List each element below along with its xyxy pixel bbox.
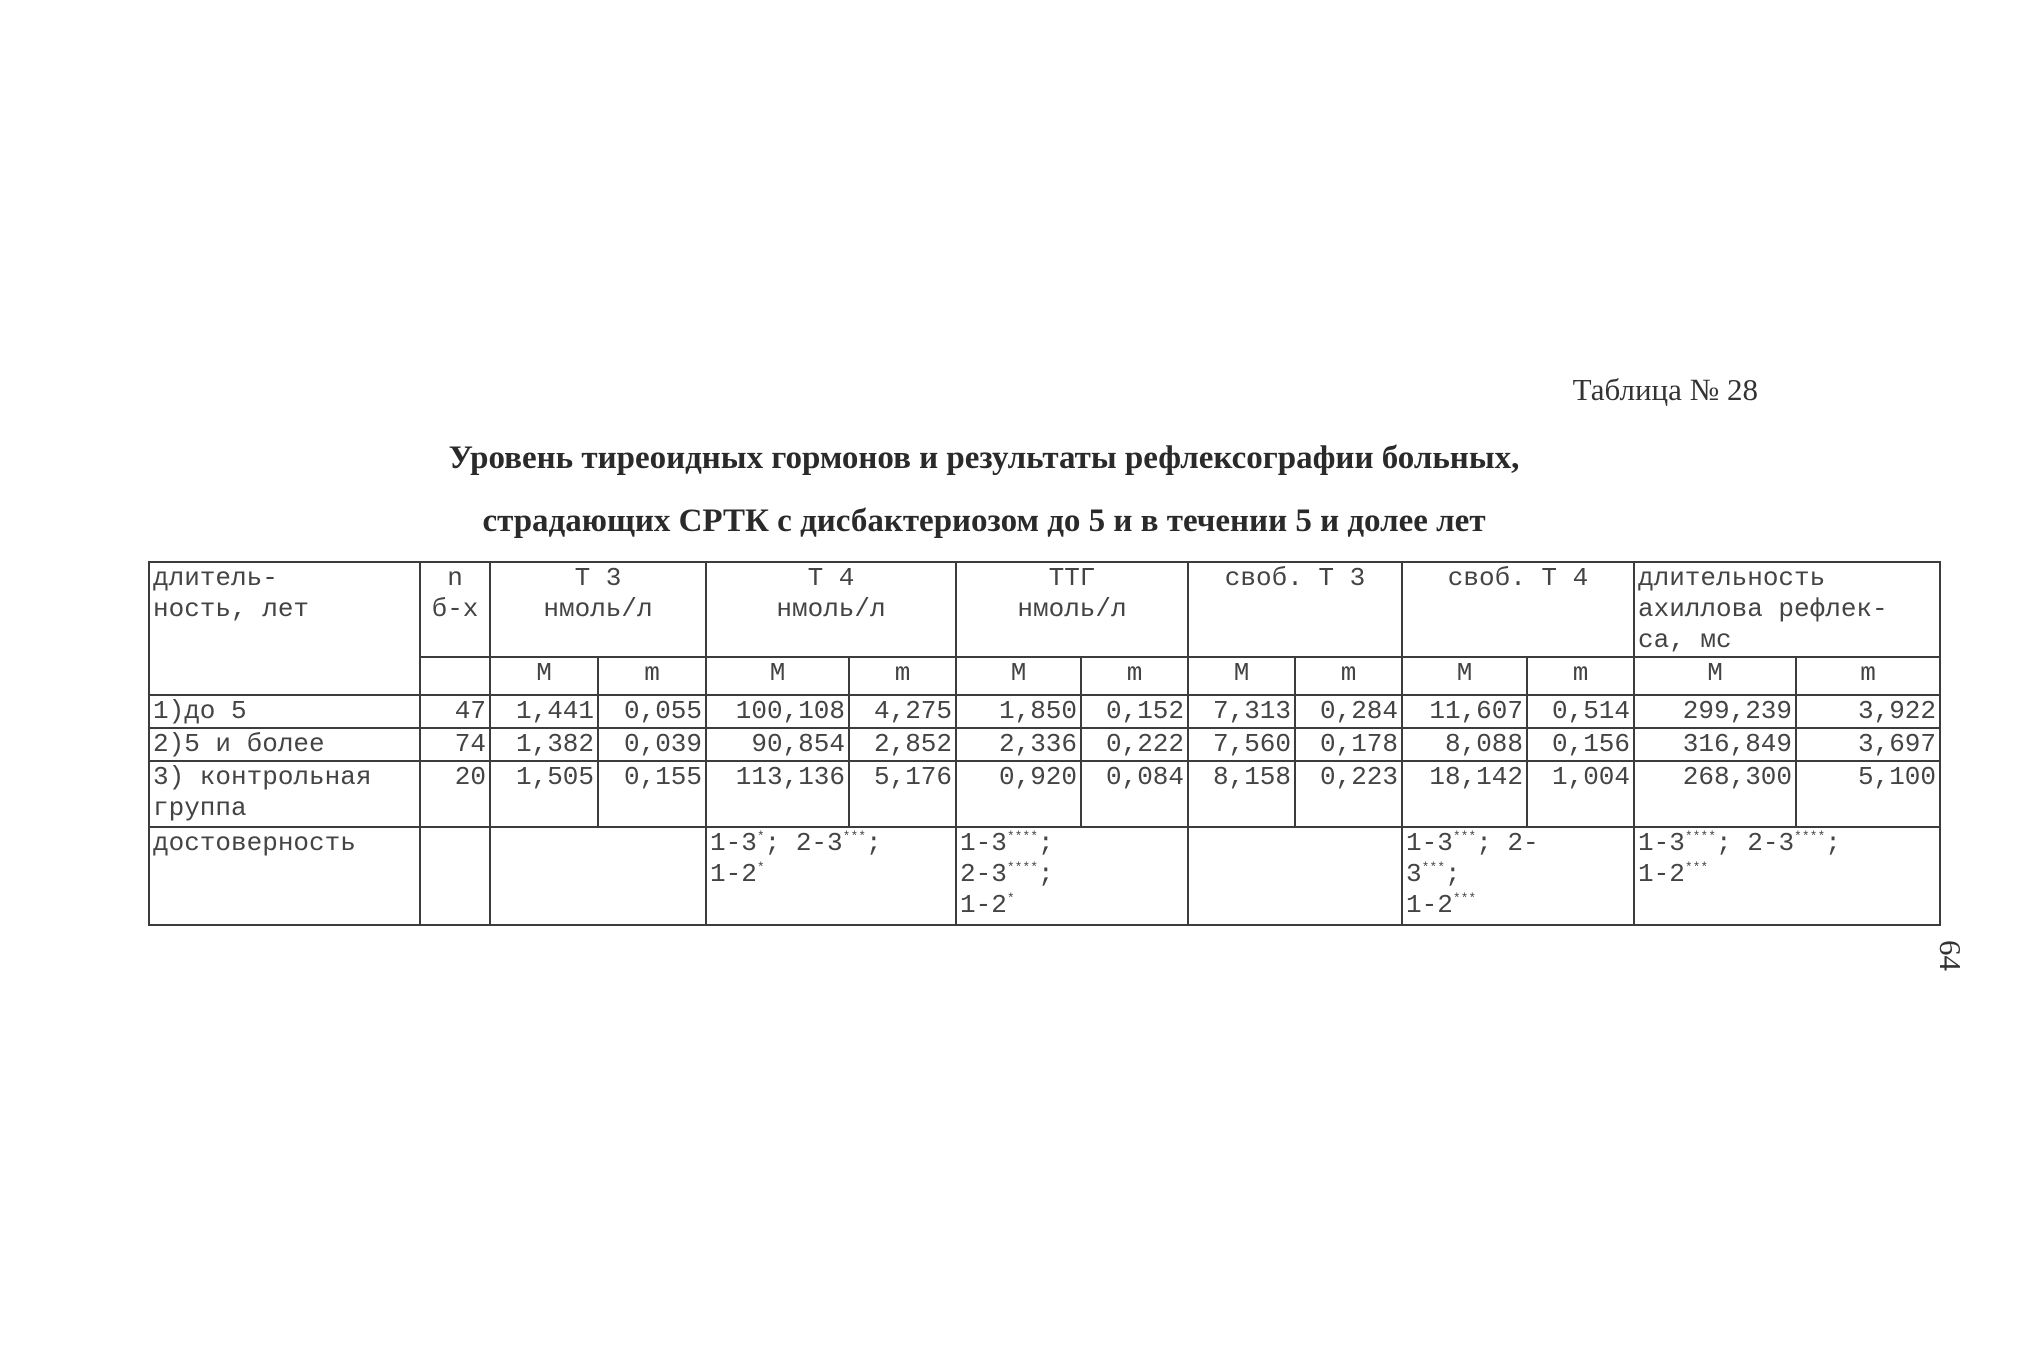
cell-ft3-M: 7,313 xyxy=(1188,695,1295,728)
cell-ft4-m: 0,514 xyxy=(1527,695,1634,728)
significance-achilles: 1-3****; 2-3****; 1-2*** xyxy=(1634,827,1940,925)
significance-n-empty xyxy=(420,827,490,925)
header-duration: длитель- ность, лет xyxy=(149,562,420,695)
significance-ft3-empty xyxy=(1188,827,1402,925)
cell-ttg-m: 0,152 xyxy=(1081,695,1188,728)
table-title-line-2: страдающих СРТК с дисбактериозом до 5 и в течении 5 и долее лет xyxy=(482,503,1486,539)
table-title-line-1: Уровень тиреоидных гормонов и результаты рефлексографии больных, xyxy=(448,440,1520,476)
header-row xyxy=(149,562,1940,657)
cell-ttg-M: 1,850 xyxy=(956,695,1081,728)
table-caption: Таблица № 28 xyxy=(1572,372,1758,407)
table-row xyxy=(149,761,1940,827)
subheader-M: M xyxy=(490,657,598,695)
significance-label: достоверность xyxy=(149,827,420,925)
cell-ft4-m: 0,156 xyxy=(1527,728,1634,761)
page-number: 64 xyxy=(1933,940,1968,971)
table-row xyxy=(149,695,1940,728)
cell-n: 47 xyxy=(420,695,490,728)
subheader-n-empty xyxy=(420,657,490,695)
significance-ttg: 1-3****; 2-3****; 1-2* xyxy=(956,827,1188,925)
cell-t3-M: 1,382 xyxy=(490,728,598,761)
cell-ttg-m: 0,084 xyxy=(1081,761,1188,827)
cell-ft4-M: 11,607 xyxy=(1402,695,1527,728)
header-t3: Т 3 нмоль/л xyxy=(490,562,706,657)
row-label: 2)5 и более xyxy=(149,728,420,761)
cell-achilles-M: 299,239 xyxy=(1634,695,1796,728)
cell-ft3-M: 8,158 xyxy=(1188,761,1295,827)
significance-t4: 1-3*; 2-3***; 1-2* xyxy=(706,827,956,925)
cell-t4-m: 4,275 xyxy=(849,695,956,728)
header-free-t4: своб. Т 4 xyxy=(1402,562,1634,657)
subheader-M: M xyxy=(706,657,849,695)
cell-ttg-m: 0,222 xyxy=(1081,728,1188,761)
cell-ft4-M: 18,142 xyxy=(1402,761,1527,827)
subheader-m: m xyxy=(598,657,706,695)
hormone-table xyxy=(148,561,1941,926)
header-t4: Т 4 нмоль/л xyxy=(706,562,956,657)
significance-t3-empty xyxy=(490,827,706,925)
cell-ttg-M: 0,920 xyxy=(956,761,1081,827)
header-free-t3: своб. Т 3 xyxy=(1188,562,1402,657)
subheader-m: m xyxy=(1081,657,1188,695)
cell-ttg-M: 2,336 xyxy=(956,728,1081,761)
cell-t3-m: 0,039 xyxy=(598,728,706,761)
cell-ft3-m: 0,178 xyxy=(1295,728,1402,761)
header-ttg: ТТГ нмоль/л xyxy=(956,562,1188,657)
cell-achilles-m: 3,922 xyxy=(1796,695,1940,728)
significance-ft4: 1-3***; 2- 3***; 1-2*** xyxy=(1402,827,1634,925)
subheader-m: m xyxy=(1527,657,1634,695)
table-row xyxy=(149,728,1940,761)
subheader-M: M xyxy=(956,657,1081,695)
cell-achilles-M: 268,300 xyxy=(1634,761,1796,827)
cell-ft3-m: 0,223 xyxy=(1295,761,1402,827)
cell-ft3-M: 7,560 xyxy=(1188,728,1295,761)
significance-row xyxy=(149,827,1940,925)
subheader-M: M xyxy=(1188,657,1295,695)
cell-t3-M: 1,505 xyxy=(490,761,598,827)
subheader-m: m xyxy=(1796,657,1940,695)
cell-t4-M: 90,854 xyxy=(706,728,849,761)
row-label: 1)до 5 xyxy=(149,695,420,728)
cell-ft4-m: 1,004 xyxy=(1527,761,1634,827)
cell-t4-m: 5,176 xyxy=(849,761,956,827)
cell-achilles-m: 3,697 xyxy=(1796,728,1940,761)
header-achilles: длительность ахиллова рефлек- са, мс xyxy=(1634,562,1940,657)
cell-t4-m: 2,852 xyxy=(849,728,956,761)
cell-achilles-m: 5,100 xyxy=(1796,761,1940,827)
cell-achilles-M: 316,849 xyxy=(1634,728,1796,761)
cell-n: 20 xyxy=(420,761,490,827)
subheader-m: m xyxy=(1295,657,1402,695)
cell-ft4-M: 8,088 xyxy=(1402,728,1527,761)
cell-ft3-m: 0,284 xyxy=(1295,695,1402,728)
cell-t3-m: 0,155 xyxy=(598,761,706,827)
cell-t4-M: 100,108 xyxy=(706,695,849,728)
subheader-M: M xyxy=(1402,657,1527,695)
cell-n: 74 xyxy=(420,728,490,761)
cell-t3-m: 0,055 xyxy=(598,695,706,728)
subheader-M: M xyxy=(1634,657,1796,695)
cell-t4-M: 113,136 xyxy=(706,761,849,827)
row-label: 3) контрольная группа xyxy=(149,761,420,827)
header-n: n б-х xyxy=(420,562,490,657)
subheader-m: m xyxy=(849,657,956,695)
cell-t3-M: 1,441 xyxy=(490,695,598,728)
